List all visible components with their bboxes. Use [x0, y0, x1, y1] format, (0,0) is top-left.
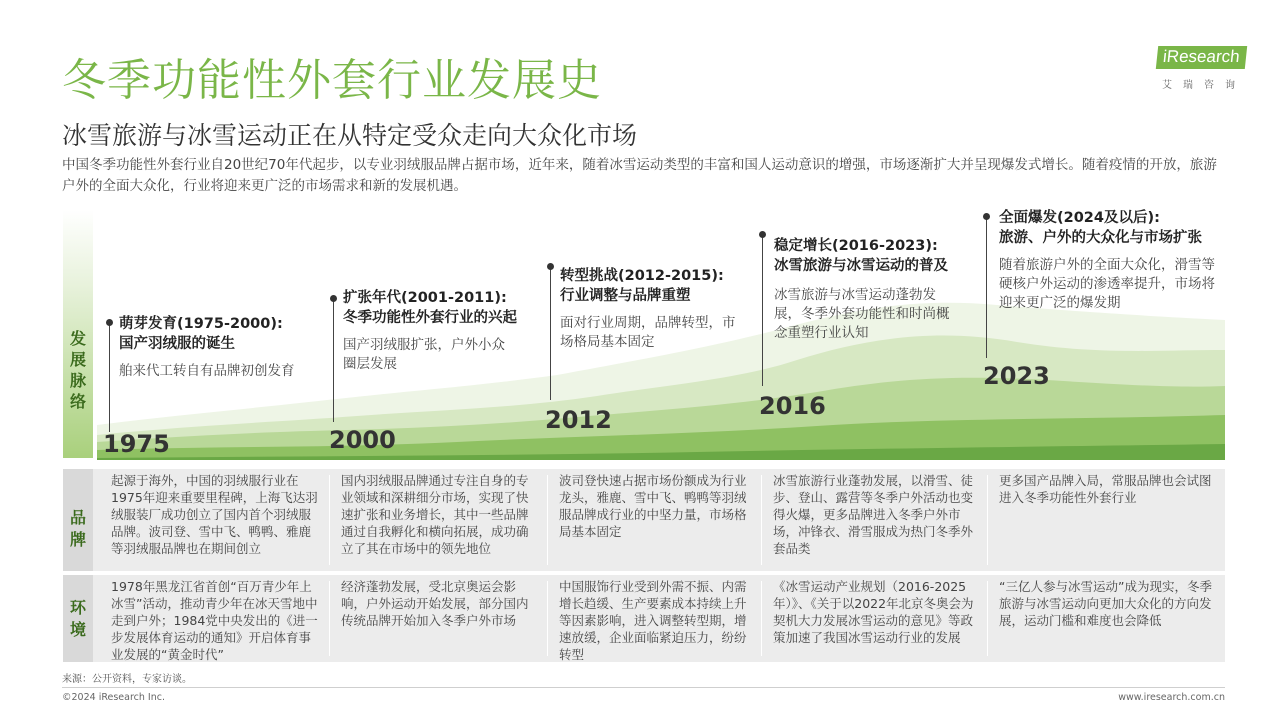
axis-label-text: 发展脉络 — [69, 329, 86, 411]
source-note: 来源：公开资料，专家访谈。 — [62, 674, 192, 685]
row-divider — [329, 475, 330, 565]
phase-description: 冰雪旅游与冰雪运动蓬勃发展，冬季外套功能性和时尚概念重塑行业认知 — [774, 287, 950, 341]
phase-stem — [550, 266, 551, 400]
row-divider — [329, 581, 330, 656]
phase-subtitle: 冬季功能性外套行业的兴起 — [343, 310, 517, 326]
iresearch-logo — [1150, 42, 1250, 94]
phase-subtitle: 旅游、户外的大众化与市场扩张 — [999, 230, 1202, 246]
phase-title: 全面爆发(2024及以后): — [999, 210, 1160, 226]
phase-subtitle: 行业调整与品牌重塑 — [560, 288, 691, 304]
page-subtitle: 冰雪旅游与冰雪运动正在从特定受众走向大众化市场 — [62, 121, 638, 150]
phase-description: 面对行业周期，品牌转型，市场格局基本固定 — [560, 315, 736, 350]
phase-year: 2023 — [983, 362, 1050, 390]
brand-row — [63, 469, 1225, 571]
environment-cell: “三亿人参与冰雪运动”成为现实，冬季旅游与冰雪运动向更加大众化的方向发展，运动门槛和难度也会降低 — [999, 579, 1212, 628]
phase-dot — [759, 231, 766, 238]
page-title: 冬季功能性外套行业发展史 — [62, 55, 602, 106]
phase-stem — [333, 298, 334, 422]
phase-stem — [986, 216, 987, 358]
row-divider — [761, 581, 762, 656]
copyright-text: ©2024 iResearch Inc. — [62, 692, 165, 703]
timeline-scene — [97, 210, 1225, 460]
environment-row-label — [63, 575, 93, 662]
environment-row-label-text: 环境 — [69, 598, 86, 639]
environment-cell: 经济蓬勃发展，受北京奥运会影响，户外运动开始发展，部分国内传统品牌开始加入冬季户外市场 — [341, 579, 529, 628]
row-divider — [987, 475, 988, 565]
phase-year: 2012 — [545, 406, 612, 434]
row-divider — [547, 475, 548, 565]
phase-year: 2016 — [759, 392, 826, 420]
brand-row-label-text: 品牌 — [69, 508, 86, 549]
phase-stem — [109, 322, 110, 432]
brand-cell: 波司登快速占据市场份额成为行业龙头，雅鹿、雪中飞、鸭鸭等羽绒服品牌成行业的中坚力量，市场格局基本固定 — [559, 473, 747, 539]
phase-title: 萌芽发育(1975-2000): — [119, 316, 283, 332]
brand-cell: 冰雪旅游行业蓬勃发展，以滑雪、徒步、登山、露营等冬季户外活动也变得火爆，更多品牌进入冬季户外市场，冲锋衣、滑雪服成为热门冬季外套品类 — [773, 473, 974, 556]
brand-cell: 起源于海外，中国的羽绒服行业在1975年迎来重要里程碑，上海飞达羽绒服装厂成功创立了国内首个羽绒服品牌。波司登、雪中飞、鸭鸭、雅鹿等羽绒服品牌也在期间创立 — [111, 473, 318, 556]
logo-wordmark: iResearch — [1156, 46, 1247, 69]
phase-subtitle: 国产羽绒服的诞生 — [119, 336, 235, 352]
phase-dot — [983, 213, 990, 220]
phase-year: 2000 — [329, 426, 396, 454]
environment-cell: 1978年黑龙江省首创“百万青少年上冰雪”活动，推动青少年在冰天雪地中走到户外；1984党中央发出的《进一步发展体育运动的通知》开启体育事业发展的“黄金时代” — [111, 579, 318, 662]
logo-subtext: 艾瑞咨询 — [1162, 80, 1246, 91]
timeline-axis-label — [63, 210, 93, 458]
brand-row-label — [63, 469, 93, 571]
row-divider — [547, 581, 548, 656]
phase-title: 扩张年代(2001-2011): — [343, 290, 507, 306]
row-divider — [987, 581, 988, 656]
environment-cell: 《冰雪运动产业规划（2016-2025年）》、《关于以2022年北京冬奥会为契机大力发展冰雪运动的意见》等政策加速了我国冰雪运动行业的发展 — [773, 579, 974, 645]
phase-subtitle: 冰雪旅游与冰雪运动的普及 — [774, 258, 948, 274]
intro-paragraph: 中国冬季功能性外套行业自20世纪70年代起步，以专业羽绒服品牌占据市场，近年来，随着冰雪运动类型的丰富和国人运动意识的增强，市场逐渐扩大并呈现爆发式增长。随着疫情的开放，旅游户外的全面大众化，行业将迎来更广泛的市场需求和新的发展机遇。 — [62, 157, 1217, 194]
brand-cell: 国内羽绒服品牌通过专注自身的专业领域和深耕细分市场，实现了快速扩张和业务增长，其中一些品牌通过自我孵化和横向拓展，成功确立了其在市场中的领先地位 — [341, 473, 529, 556]
phase-dot — [330, 295, 337, 302]
phase-description: 国产羽绒服扩张，户外小众圈层发展 — [343, 337, 505, 372]
phase-title: 转型挑战(2012-2015): — [560, 268, 724, 284]
phase-description: 舶来代工转自有品牌初创发育 — [119, 363, 295, 379]
phase-year: 1975 — [103, 430, 170, 458]
footer-divider — [62, 687, 1225, 688]
row-divider — [761, 475, 762, 565]
environment-row — [63, 575, 1225, 662]
environment-cell: 中国服饰行业受到外需不振、内需增长趋缓、生产要素成本持续上升等因素影响，进入调整转型期，增速放缓，企业面临紧迫压力，纷纷转型 — [559, 579, 747, 662]
phase-title: 稳定增长(2016-2023): — [774, 238, 938, 254]
brand-cell: 更多国产品牌入局，常服品牌也会试图进入冬季功能性外套行业 — [999, 473, 1212, 505]
phase-dot — [106, 319, 113, 326]
phase-dot — [547, 263, 554, 270]
phase-description: 随着旅游户外的全面大众化，滑雪等硬核户外运动的渗透率提升，市场将迎来更广泛的爆发期 — [999, 257, 1215, 311]
website-url: www.iresearch.com.cn — [1118, 692, 1225, 703]
phase-stem — [762, 234, 763, 386]
